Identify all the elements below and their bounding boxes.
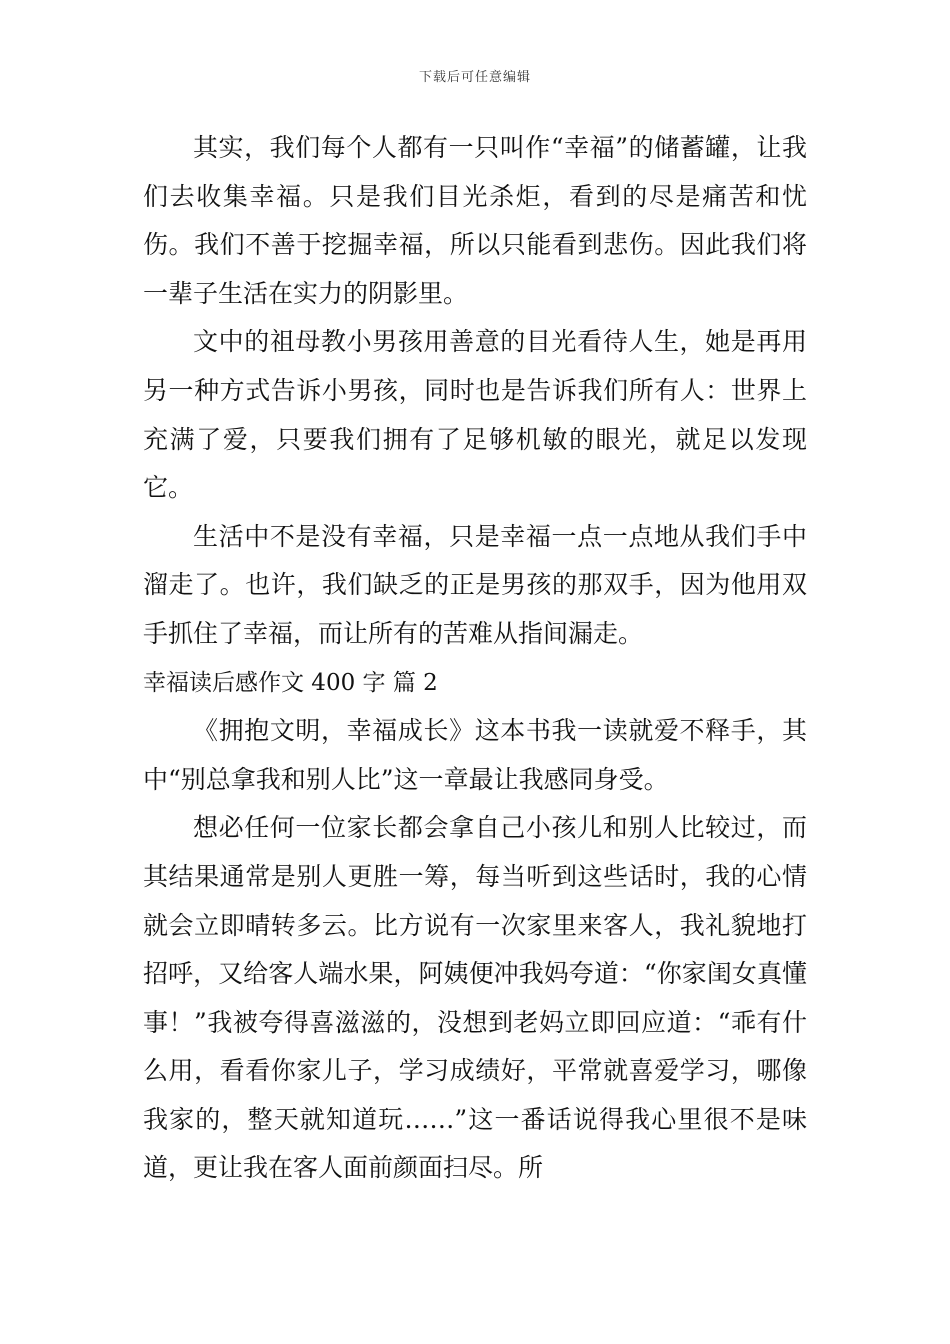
paragraph: 《拥抱文明，幸福成长》这本书我一读就爱不释手，其中“别总拿我和别人比”这一章最让我感同身受。	[143, 716, 807, 794]
paragraph: 生活中不是没有幸福，只是幸福一点一点地从我们手中溜走了。也许，我们缺乏的正是男孩的那双手，因为他用双手抓住了幸福，而让所有的苦难从指间漏走。	[143, 521, 807, 648]
paragraph: 文中的祖母教小男孩用善意的目光看待人生，她是再用另一种方式告诉小男孩，同时也是告诉我们所有人：世界上充满了爱，只要我们拥有了足够机敏的眼光，就足以发现它。	[143, 327, 807, 503]
page-header: 下载后可任意编辑	[418, 70, 531, 85]
paragraph: 想必任何一位家长都会拿自己小孩儿和别人比较过，而其结果通常是别人更胜一筹，每当听到这些话时，我的心情就会立即晴转多云。比方说有一次家里来客人，我礼貌地打招呼，又给客人端水果，阿姨便冲我妈夸道：“你家闺女真懂事！”我被夸得喜滋滋的，没想到老妈立即回应道：“乖有什么用，看看你家儿子，学习成绩好，平常就喜爱学习，哪像我家的，整天就知道玩……”这一番话说得我心里很不是味道，更让我在客人面前颜面扫尽。所	[143, 813, 807, 1183]
paragraph: 其实，我们每个人都有一只叫作“幸福”的储蓄罐，让我们去收集幸福。只是我们目光杀炬，看到的尽是痛苦和忧伤。我们不善于挖掘幸福，所以只能看到悲伤。因此我们将一辈子生活在实力的阴影里。	[143, 133, 807, 308]
section-heading: 幸福读后感作文 400 字 篇 2	[143, 669, 438, 696]
document-body	[143, 124, 807, 1193]
